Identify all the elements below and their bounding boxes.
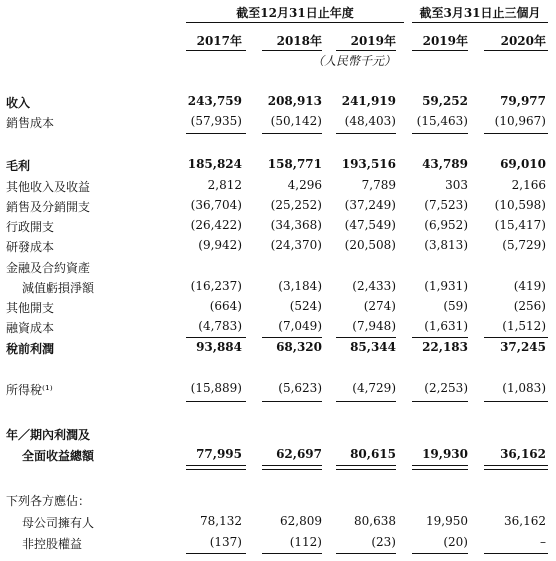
table-cell: 243,759	[187, 94, 242, 108]
row-label: 母公司擁有人	[22, 516, 95, 530]
table-cell: 80,638	[354, 514, 396, 528]
row-label: 銷售成本	[6, 116, 55, 130]
table-cell: 78,132	[200, 514, 242, 528]
table-cell: (5,623)	[278, 381, 322, 395]
table-cell: (15,889)	[190, 381, 242, 395]
single-rule	[484, 337, 548, 338]
year-underline-2019	[336, 50, 396, 51]
row-label: 收入	[6, 96, 31, 110]
single-rule	[484, 553, 548, 554]
table-cell: 303	[445, 178, 468, 192]
table-cell: 37,245	[500, 340, 546, 354]
table-cell: (15,417)	[494, 218, 546, 232]
table-cell: 193,516	[341, 157, 396, 171]
table-cell: (20,508)	[344, 238, 396, 252]
table-cell: (524)	[289, 299, 322, 313]
double-rule	[336, 465, 396, 470]
header-period-years: 截至12月31日止年度	[236, 6, 354, 20]
single-rule	[262, 401, 322, 402]
single-rule	[186, 553, 246, 554]
double-rule	[262, 465, 322, 470]
year-header-2018: 2018年	[276, 34, 322, 48]
table-cell: 208,913	[267, 94, 322, 108]
table-cell: 80,615	[350, 447, 396, 461]
double-rule	[484, 465, 548, 470]
table-cell: (9,942)	[198, 238, 242, 252]
table-cell: 4,296	[287, 178, 322, 192]
table-cell: 2,812	[207, 178, 242, 192]
row-label: 稅前利潤	[6, 342, 55, 356]
table-cell: (1,083)	[502, 381, 546, 395]
table-cell: (1,931)	[424, 279, 468, 293]
table-cell: (25,252)	[270, 198, 322, 212]
table-cell: (16,237)	[190, 279, 242, 293]
double-rule	[412, 465, 468, 470]
single-rule	[336, 337, 396, 338]
table-cell: (48,403)	[344, 114, 396, 128]
table-cell: (37,249)	[344, 198, 396, 212]
year-underline-2018	[262, 50, 322, 51]
single-rule	[412, 337, 468, 338]
single-rule	[262, 553, 322, 554]
table-cell: 2,166	[511, 178, 546, 192]
table-cell: (5,729)	[502, 238, 546, 252]
table-cell: 158,771	[267, 157, 322, 171]
header-underline-years	[186, 22, 404, 23]
table-cell: (20)	[443, 535, 468, 549]
single-rule	[186, 401, 246, 402]
table-cell: (36,704)	[190, 198, 242, 212]
table-cell: (4,783)	[198, 319, 242, 333]
row-label: 融資成本	[6, 321, 55, 335]
row-label: 毛利	[6, 159, 31, 173]
year-header-2019-q1: 2019年	[422, 34, 468, 48]
single-rule	[484, 401, 548, 402]
table-cell: (26,422)	[190, 218, 242, 232]
table-cell: (664)	[209, 299, 242, 313]
header-underline-quarter	[412, 22, 548, 23]
row-label: 金融及合約資產	[6, 261, 91, 275]
table-cell: 36,162	[500, 447, 546, 461]
single-rule	[186, 133, 246, 134]
table-cell: 19,950	[426, 514, 468, 528]
year-underline-2017	[186, 50, 246, 51]
table-cell: –	[540, 535, 546, 549]
single-rule	[262, 337, 322, 338]
table-cell: 7,789	[361, 178, 396, 192]
table-cell: 241,919	[341, 94, 396, 108]
table-cell: 43,789	[422, 157, 468, 171]
table-cell: (7,523)	[424, 198, 468, 212]
year-header-2019: 2019年	[350, 34, 396, 48]
table-cell: (137)	[209, 535, 242, 549]
table-cell: (112)	[289, 535, 322, 549]
table-cell: (24,370)	[270, 238, 322, 252]
table-cell: (2,253)	[424, 381, 468, 395]
table-cell: 185,824	[187, 157, 242, 171]
table-cell: 62,809	[280, 514, 322, 528]
table-cell: 36,162	[504, 514, 546, 528]
table-cell: (256)	[513, 299, 546, 313]
table-cell: (57,935)	[190, 114, 242, 128]
table-cell: 69,010	[500, 157, 546, 171]
table-cell: (50,142)	[270, 114, 322, 128]
table-cell: (2,433)	[352, 279, 396, 293]
table-cell: (3,184)	[278, 279, 322, 293]
row-label: 減值虧損淨額	[22, 281, 95, 295]
single-rule	[336, 553, 396, 554]
table-cell: (7,049)	[278, 319, 322, 333]
year-underline-2020-q1	[484, 50, 548, 51]
single-rule	[484, 133, 548, 134]
table-cell: 79,977	[500, 94, 546, 108]
table-cell: (3,813)	[424, 238, 468, 252]
single-rule	[412, 401, 468, 402]
table-cell: (6,952)	[424, 218, 468, 232]
single-rule	[262, 133, 322, 134]
single-rule	[336, 401, 396, 402]
year-header-2020-q1: 2020年	[500, 34, 546, 48]
single-rule	[412, 133, 468, 134]
table-cell: 59,252	[422, 94, 468, 108]
year-header-2017: 2017年	[196, 34, 242, 48]
row-label: 其他收入及收益	[6, 180, 91, 194]
single-rule	[186, 337, 246, 338]
header-period-quarter: 截至3月31日止三個月	[419, 6, 541, 20]
table-cell: (59)	[443, 299, 468, 313]
row-label: 所得稅⁽¹⁾	[6, 383, 53, 397]
row-label: 研發成本	[6, 240, 55, 254]
table-cell: (34,368)	[270, 218, 322, 232]
table-cell: 22,183	[422, 340, 468, 354]
table-cell: (274)	[363, 299, 396, 313]
table-cell: (23)	[371, 535, 396, 549]
table-cell: (10,967)	[494, 114, 546, 128]
table-cell: 93,884	[196, 340, 242, 354]
double-rule	[186, 465, 246, 470]
table-cell: (10,598)	[494, 198, 546, 212]
table-cell: (47,549)	[344, 218, 396, 232]
row-label: 行政開支	[6, 220, 55, 234]
table-cell: (7,948)	[352, 319, 396, 333]
row-label: 全面收益總額	[22, 449, 95, 463]
table-cell: (1,631)	[424, 319, 468, 333]
table-cell: 77,995	[196, 447, 242, 461]
row-label: 銷售及分銷開支	[6, 200, 91, 214]
row-label: 年／期內利潤及	[6, 428, 91, 442]
row-label: 其他開支	[6, 301, 55, 315]
table-cell: 85,344	[350, 340, 396, 354]
single-rule	[412, 553, 468, 554]
table-cell: 68,320	[276, 340, 322, 354]
currency-note: （人民幣千元）	[311, 54, 396, 68]
single-rule	[336, 133, 396, 134]
row-label: 下列各方應佔：	[6, 494, 91, 508]
row-label: 非控股權益	[22, 537, 83, 551]
year-underline-2019-q1	[412, 50, 468, 51]
table-cell: 19,930	[422, 447, 468, 461]
table-cell: (4,729)	[352, 381, 396, 395]
table-cell: (419)	[513, 279, 546, 293]
table-cell: (15,463)	[416, 114, 468, 128]
table-cell: 62,697	[276, 447, 322, 461]
table-cell: (1,512)	[502, 319, 546, 333]
